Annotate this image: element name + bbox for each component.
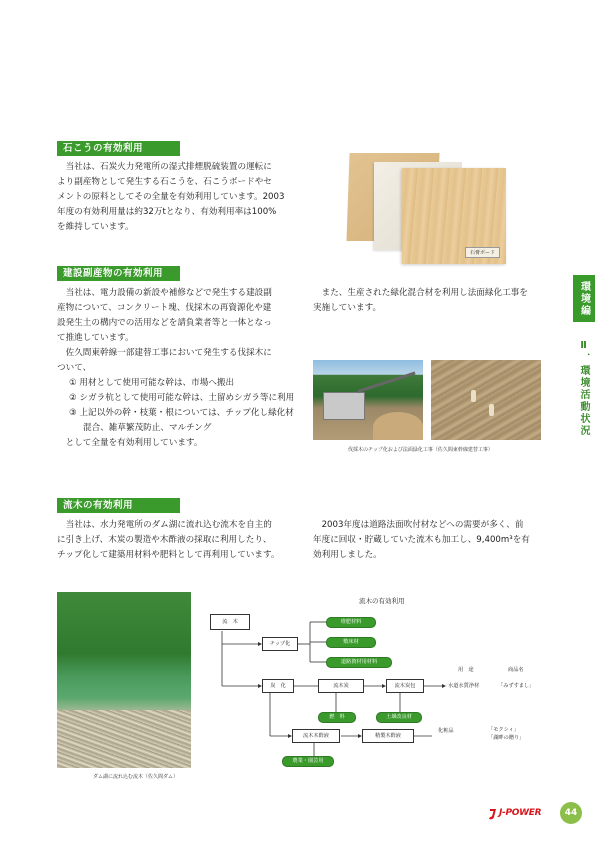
- gypsum-line-5: を維持しています。: [57, 222, 134, 232]
- worker-1: [471, 390, 476, 402]
- construction-right-paragraph: [313, 286, 553, 316]
- construction-paragraph: [57, 286, 297, 451]
- construction-line-6: ついて、: [57, 363, 92, 373]
- node-soil-improver: 土壌改良材: [376, 712, 422, 723]
- construction-line-2: 産物について、コンクリート塊、伐採木の再資源化や建: [57, 303, 272, 313]
- section-title-driftwood: 流木の有効利用: [57, 498, 180, 513]
- driftwood-paragraph: [57, 518, 302, 563]
- page-number-badge: [560, 802, 582, 824]
- driftwood-right-line-3: 効利用しました。: [313, 550, 382, 560]
- list-item: ③ 上記以外の幹・枝葉・根については、チップ化し緑化材混合、雑草繁茂防止、マルチング: [69, 408, 294, 433]
- construction-line-3: 設発生土の構内での活用などを請負業者等と一体となっ: [57, 318, 272, 328]
- section-title-gypsum: 石こうの有効利用: [57, 141, 180, 156]
- chip-plant-photo: [313, 360, 423, 440]
- flow-diagram: [206, 594, 556, 774]
- construction-right-line-2: 実施しています。: [313, 303, 382, 313]
- product-header: 商品名: [508, 667, 524, 673]
- driftwood-right-line-1: 2003年度は道路法面吹付材などへの需要が多く、前: [321, 520, 524, 530]
- board-label: 石膏ボード: [465, 247, 500, 258]
- slope-greening-photo: [431, 360, 541, 440]
- node-driftwood: 流 木: [210, 614, 250, 630]
- node-road-material: 道路資材用材料: [326, 657, 392, 668]
- node-charcoal-pack: 流木炭包: [386, 679, 424, 693]
- driftwood-line-1: 当社は、水力発電所のダム湖に流れ込む流木を自主的: [65, 520, 272, 530]
- driftwood-right-paragraph: [313, 518, 553, 563]
- driftwood-line-3: チップ化して建築用材料や肥料として再利用しています。: [57, 550, 280, 560]
- list-item: ② シガラ杭として使用可能な幹は、土留めシガラ等に利用: [69, 393, 295, 403]
- node-refined-vinegar: 精製木酢液: [362, 729, 414, 743]
- flow-title: 流木の有効利用: [359, 597, 405, 605]
- side-chapter-label: Ⅱ．環境活動状況: [578, 340, 589, 437]
- construction-list: [57, 376, 297, 436]
- node-water-purifier: 水道水質浄材: [448, 683, 480, 689]
- node-bedding: 敷床材: [326, 637, 376, 648]
- gypsum-board-photo: [346, 150, 506, 264]
- debris-layer: [57, 710, 191, 768]
- gypsum-paragraph: [57, 160, 297, 235]
- cosmetic-product-2: 「湖畔の贈り」: [488, 735, 525, 741]
- gypsum-line-2: より副産物として発生する石こうを、石こうボードやセ: [57, 177, 272, 187]
- driftwood-right-line-2: 年度に回収・貯蔵していた流木も加工し、9,400m³を有: [313, 535, 530, 545]
- use-header: 用 途: [458, 667, 474, 673]
- machine-body: [323, 392, 365, 420]
- construction-line-5: 佐久間東幹線一部建替工事において発生する伐採木に: [65, 348, 272, 358]
- gypsum-line-1: 当社は、石炭火力発電所の湿式排煙脱硫装置の運転に: [65, 162, 272, 172]
- construction-right-line-1: また、生産された緑化混合材を利用し法面緑化工事を: [321, 288, 528, 298]
- list-item: ① 用材として使用可能な幹は、市場へ搬出: [69, 378, 235, 388]
- construction-line-4: て推進しています。: [57, 333, 134, 343]
- side-tab-environment: 環境編: [573, 275, 595, 322]
- conveyor: [358, 372, 416, 393]
- node-agriculture: 農業・園芸用: [282, 756, 334, 767]
- worker-2: [489, 404, 494, 416]
- node-carbonize: 炭 化: [262, 679, 294, 693]
- dam-photo-caption: ダム湖に流れ込む流木（佐久間ダム）: [93, 774, 179, 780]
- node-wood-vinegar: 流木木酢液: [292, 729, 340, 743]
- construction-line-end: として全量を有効利用しています。: [65, 438, 203, 448]
- chip-pile: [373, 412, 423, 440]
- logo-text: J-POWER: [499, 808, 542, 818]
- node-cosmetics: 化粧品: [438, 728, 454, 734]
- construction-line-1: 当社は、電力設備の新設や補修などで発生する建設副: [65, 288, 272, 298]
- section-title-construction: 建設副産物の有効利用: [57, 266, 180, 281]
- node-fuel: 燃 料: [318, 712, 356, 723]
- gypsum-line-4: 年度の有効利用量は約32万tとなり、有効利用率は100%: [57, 207, 277, 217]
- gypsum-line-3: メントの原料としてその全量を有効利用しています。2003: [57, 192, 285, 202]
- driftwood-line-2: に引き上げ、木炭の製造や木酢液の採取に利用したり、: [57, 535, 272, 545]
- dam-lake-photo: [57, 592, 191, 768]
- cosmetic-product-1: 「モクシィ」: [488, 727, 519, 733]
- node-charcoal: 流木炭: [318, 679, 364, 693]
- jpower-logo: [487, 806, 542, 822]
- construction-photo-caption: 伐採木のチップ化および法面緑化工事（佐久間東幹線建替工事）: [348, 447, 493, 453]
- node-compost: 堆肥材料: [326, 617, 376, 628]
- water-product-name: 「みずすまし」: [498, 683, 535, 689]
- page-number: 44: [564, 808, 578, 818]
- node-chip: チップ化: [262, 637, 298, 651]
